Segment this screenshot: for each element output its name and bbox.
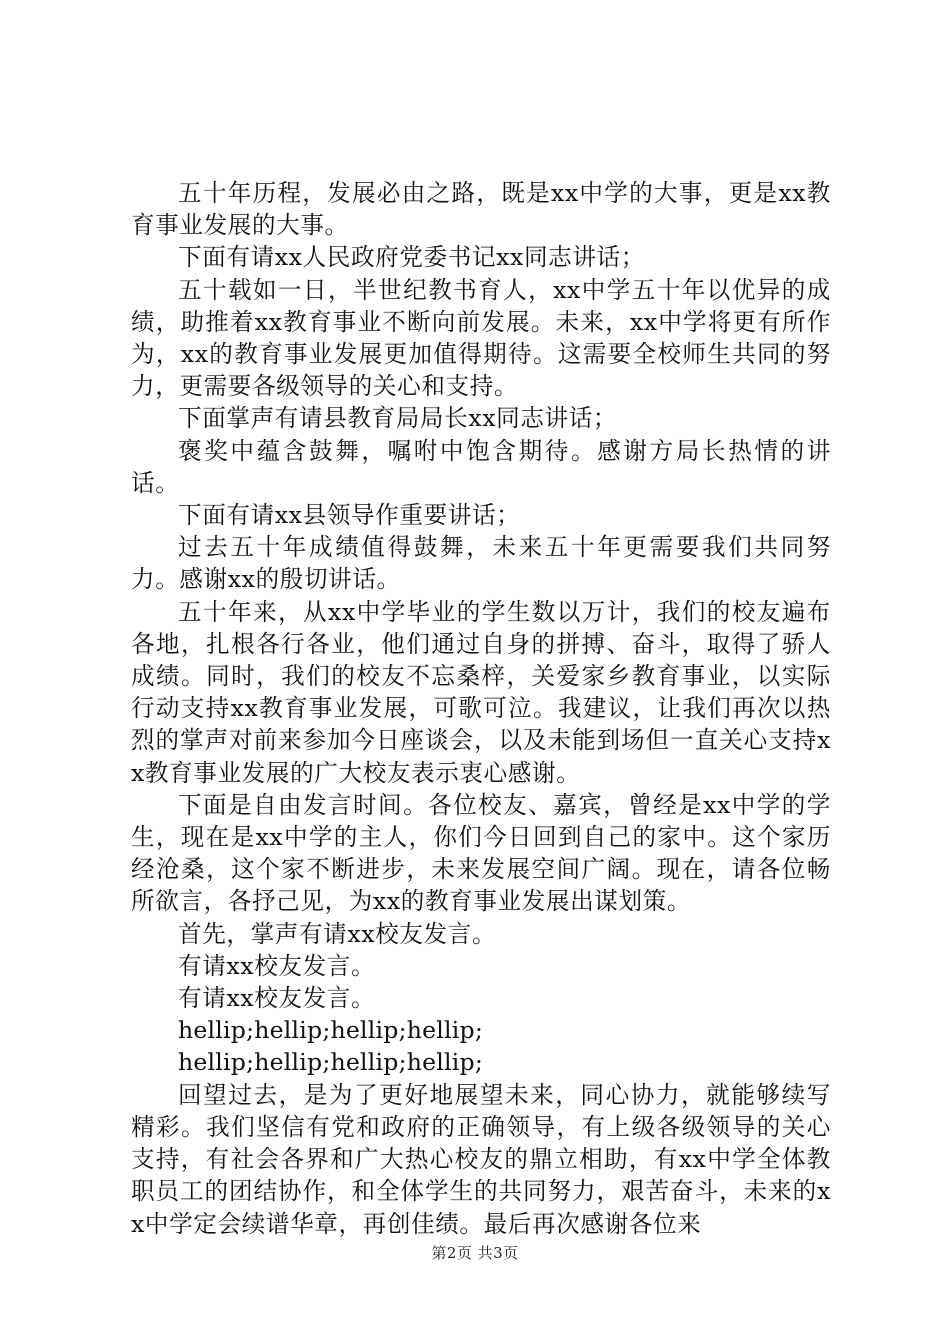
paragraph-thanks-leader: 过去五十年成绩值得鼓舞，未来五十年更需要我们共同努力。感谢xx的殷切讲话。 [131,533,831,594]
paragraph-closing: 回望过去，是为了更好地展望未来，同心协力，就能够续写精彩。我们坚信有党和政府的正确领导，有上级各级领导的关心支持，有社会各界和广大热心校友的鼎立相助，有xx中学全体教职员工的团结协作，和全体学生的共同努力，艰苦奋斗，未来的xx中学定会续谱华章，再创佳绩。最后再次感谢各位来 [131,1080,831,1238]
paragraph-thanks-director: 褒奖中蕴含鼓舞，嘱咐中饱含期待。感谢方局长热情的讲话。 [131,436,831,497]
paragraph-next-speaker: 有请xx校友发言。 [178,984,376,1013]
paragraph-ellipsis: hellip;hellip;hellip;hellip; [178,1048,483,1077]
paragraph-invite-director: 下面掌声有请县教育局局长xx同志讲话； [178,404,618,433]
paragraph-alumni: 五十年来，从xx中学毕业的学生数以万计，我们的校友遍布各地，扎根各行各业，他们通过自身的拼搏、奋斗，取得了骄人成绩。同时，我们的校友不忘桑梓，关爱家乡教育事业，以实际行动支持xx教育事业发展，可歌可泣。我建议，让我们再次以热烈的掌声对前来参加今日座谈会，以及未能到场但一直关心支持xx教育事业发展的广大校友表示衷心感谢。 [131,597,831,787]
page-number-footer: 第2页 共3页 [431,1244,519,1262]
paragraph-next-speaker: 有请xx校友发言。 [178,951,376,980]
paragraph-free-speech: 下面是自由发言时间。各位校友、嘉宾，曾经是xx中学的学生，现在是xx中学的主人，你们今日回到自己的家中。这个家历经沧桑，这个家不断进步，未来发展空间广阔。现在，请各位畅所欲言，各抒己见，为xx的教育事业发展出谋划策。 [131,790,831,916]
document-body [131,177,831,1240]
paragraph-invite-secretary: 下面有请xx人民政府党委书记xx同志讲话； [178,243,645,272]
paragraph-first-speaker: 首先，掌声有请xx校友发言。 [178,919,497,948]
paragraph-invite-county-leader: 下面有请xx县领导作重要讲话； [178,501,521,530]
paragraph-fifty-years: 五十载如一日，半世纪教书育人，xx中学五十年以优异的成绩，助推着xx教育事业不断向前发展。未来，xx中学将更有所作为，xx的教育事业发展更加值得期待。这需要全校师生共同的努力，更需要各级领导的关心和支持。 [131,275,831,401]
paragraph-intro: 五十年历程，发展必由之路，既是xx中学的大事，更是xx教育事业发展的大事。 [131,179,831,240]
paragraph-ellipsis: hellip;hellip;hellip;hellip; [178,1016,483,1045]
